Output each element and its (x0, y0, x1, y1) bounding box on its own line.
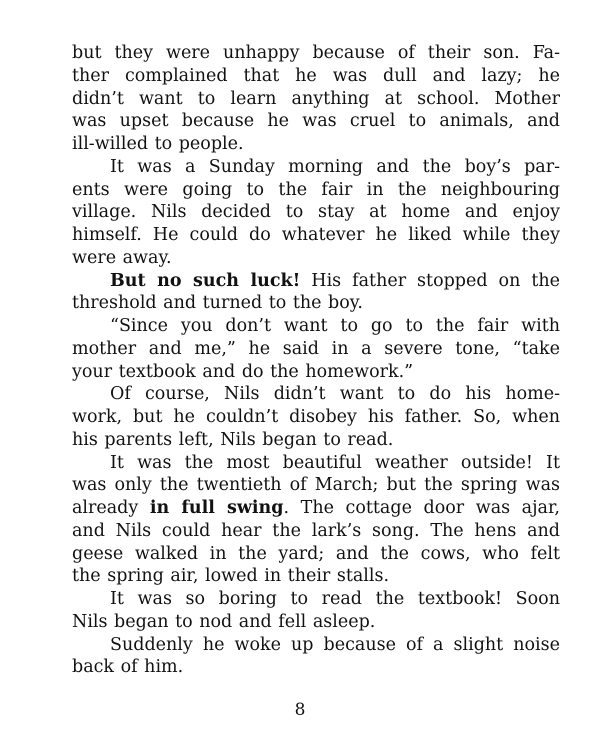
text-segment: already (72, 498, 150, 518)
text-line: ents were going to the fair in the neighbouring (72, 179, 560, 200)
text-line: Suddenly he woke up because of a slight noise (110, 634, 560, 655)
text-line: Nils began to nod and fell asleep. (72, 611, 376, 632)
text-segment: His father stopped on the (300, 270, 560, 291)
text-line: It was the most beautiful weather outside! It (110, 452, 560, 473)
text-line: was upset because he was cruel to animals, and (72, 111, 560, 132)
text-line: village. Nils decided to stay at home and enjoy (72, 202, 560, 223)
text-segment: . The cottage door was ajar, (283, 498, 560, 518)
text-line: geese walked in the yard; and the cows, who felt (72, 543, 560, 564)
text-line: the spring air, lowed in their stalls. (72, 566, 390, 587)
text-line (72, 270, 560, 293)
text-line: were away. (72, 247, 172, 268)
text-line: threshold and turned to the boy. (72, 293, 363, 314)
book-page (72, 42, 560, 679)
paragraph-8 (72, 634, 560, 680)
text-line: ill-willed to people. (72, 134, 244, 154)
paragraph-6 (72, 452, 560, 589)
text-line: ther complained that he was dull and lazy; he (72, 65, 560, 86)
page-number: 8 (294, 700, 306, 720)
text-line: “Since you don’t want to go to the fair with (110, 316, 560, 336)
text-line: but they were unhappy because of their son. Fa- (72, 43, 560, 63)
text-line (72, 497, 560, 520)
text-line: mother and me,” he said in a severe tone, “take (72, 338, 560, 359)
text-line: was only the twentieth of March; but the spring was (72, 475, 560, 496)
paragraph-5 (72, 383, 560, 451)
text-line: It was a Sunday morning and the boy’s par- (110, 156, 560, 177)
text-line: his parents left, Nils began to read. (72, 429, 394, 450)
text-line: your textbook and do the homework.” (72, 361, 414, 382)
paragraph-1 (72, 42, 560, 156)
paragraph-2 (72, 156, 560, 270)
text-line: Of course, Nils didn’t want to do his home- (110, 384, 560, 405)
bold-phrase-in-full-swing: in full swing (149, 498, 284, 518)
paragraph-4 (72, 315, 560, 383)
text-line: himself. He could do whatever he liked while they (72, 225, 560, 245)
bold-phrase-but-no-such-luck: But no such luck! (110, 270, 301, 291)
text-line: back of him. (72, 657, 184, 678)
text-line: It was so boring to read the textbook! Soon (110, 589, 560, 609)
text-line: work, but he couldn’t disobey his father. So, when (72, 407, 560, 427)
paragraph-3 (72, 270, 560, 316)
paragraph-7 (72, 588, 560, 634)
text-line: didn’t want to learn anything at school. Mother (72, 88, 560, 109)
text-line: and Nils could hear the lark’s song. The hens and (72, 520, 560, 541)
